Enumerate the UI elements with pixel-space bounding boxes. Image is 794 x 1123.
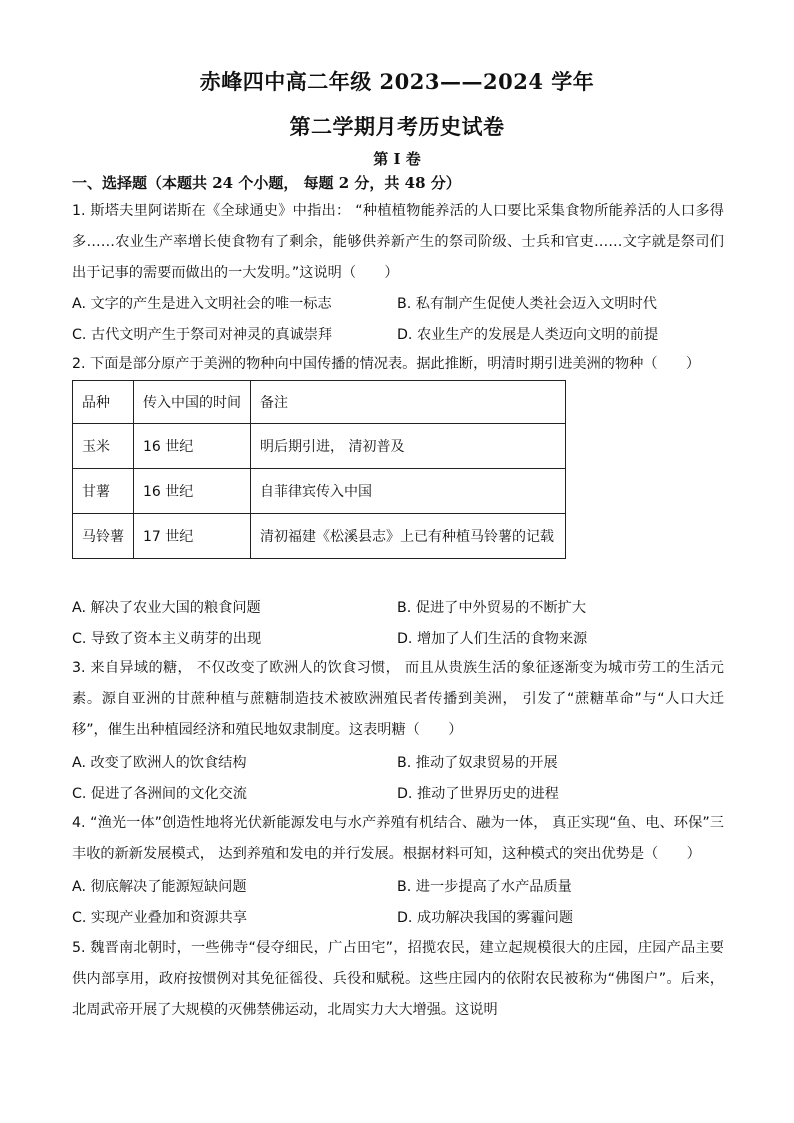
exam-title-line1: 赤峰四中高二年级 2023——2024 学年 bbox=[199, 69, 595, 94]
question-3-option-b[interactable]: B. 推动了奴隶贸易的开展 bbox=[397, 755, 558, 771]
exam-title-line2: 第二学期月考历史试卷 bbox=[289, 114, 505, 139]
question-4-option-d[interactable]: D. 成功解决我国的雾霾问题 bbox=[397, 910, 574, 926]
table-header-row bbox=[73, 381, 566, 424]
table-row bbox=[73, 514, 566, 559]
table-cell: 明后期引进， 清初普及 bbox=[251, 424, 566, 469]
table-cell: 17 世纪 bbox=[134, 514, 251, 559]
table-row bbox=[73, 424, 566, 469]
question-2-option-c[interactable]: C. 导致了资本主义萌芽的出现 bbox=[72, 631, 262, 647]
table-cell: 玉米 bbox=[73, 424, 134, 469]
question-3-stem: 3. 来自异域的糖， 不仅改变了欧洲人的饮食习惯， 而且从贵族生活的象征逐渐变为城市劳工的生活元素。源自亚洲的甘蔗种植与蔗糖制造技术被欧洲殖民者传播到美洲， 引发了“蔗糖革命”与“人口大迁移”，催生出种植园经济和殖民地奴隶制度。这表明糖（ ） bbox=[72, 660, 724, 738]
table-header-cell: 传入中国的时间 bbox=[134, 381, 251, 424]
table-cell: 马铃薯 bbox=[73, 514, 134, 559]
question-5-stem: 5. 魏晋南北朝时，一些佛寺“侵夺细民，广占田宅”，招揽农民，建立起规模很大的庄园，庄园产品主要供内部享用，政府按惯例对其免征徭役、兵役和赋税。这些庄园内的依附农民被称为“佛图户”。后来，北周武帝开展了大规模的灭佛禁佛运动，北周实力大大增强。这说明 bbox=[72, 940, 724, 1018]
question-1-stem: 1. 斯塔夫里阿诺斯在《全球通史》中指出： “种植植物能养活的人口要比采集食物所能养活的人口多得多……农业生产率增长使食物有了剩余，能够供养新产生的祭司阶级、士兵和官吏……文字就是祭司们出于记事的需要而做出的一大发明。”这说明（ ） bbox=[72, 203, 724, 281]
question-2-stem: 2. 下面是部分原产于美洲的物种向中国传播的情况表。据此推断，明清时期引进美洲的物种（ ） bbox=[72, 356, 701, 372]
table-cell: 自菲律宾传入中国 bbox=[251, 469, 566, 514]
table-header-cell: 备注 bbox=[251, 381, 566, 424]
section-heading: 一、选择题（本题共 24 个小题， 每题 2 分，共 48 分） bbox=[72, 174, 461, 192]
table-header-cell: 品种 bbox=[73, 381, 134, 424]
question-4-option-c[interactable]: C. 实现产业叠加和资源共享 bbox=[72, 910, 247, 926]
question-4-option-a[interactable]: A. 彻底解决了能源短缺问题 bbox=[72, 879, 247, 895]
question-4-stem: 4. “渔光一体”创造性地将光伏新能源发电与水产养殖有机结合、融为一体， 真正实现“鱼、电、环保”三丰收的新新发展模式， 达到养殖和发电的并行发展。根据材料可知，这种模式的突出优势是（ ） bbox=[72, 815, 724, 862]
question-3-option-d[interactable]: D. 推动了世界历史的进程 bbox=[397, 786, 559, 802]
question-4-option-b[interactable]: B. 进一步提高了水产品质量 bbox=[397, 879, 572, 895]
question-2-option-b[interactable]: B. 促进了中外贸易的不断扩大 bbox=[397, 600, 587, 616]
question-1-option-d[interactable]: D. 农业生产的发展是人类迈向文明的前提 bbox=[397, 327, 659, 343]
table-cell: 16 世纪 bbox=[134, 424, 251, 469]
species-table bbox=[72, 380, 566, 559]
question-1-option-a[interactable]: A. 文字的产生是进入文明社会的唯一标志 bbox=[72, 296, 332, 312]
table-row bbox=[73, 469, 566, 514]
question-2-option-a[interactable]: A. 解决了农业大国的粮食问题 bbox=[72, 600, 261, 616]
table-cell: 16 世纪 bbox=[134, 469, 251, 514]
table-cell: 清初福建《松溪县志》上已有种植马铃薯的记载 bbox=[251, 514, 566, 559]
table-cell: 甘薯 bbox=[73, 469, 134, 514]
question-1-option-b[interactable]: B. 私有制产生促使人类社会迈入文明时代 bbox=[397, 296, 657, 312]
volume-label: 第 I 卷 bbox=[373, 150, 421, 168]
question-3-option-c[interactable]: C. 促进了各洲间的文化交流 bbox=[72, 786, 247, 802]
question-3-option-a[interactable]: A. 改变了欧洲人的饮食结构 bbox=[72, 755, 247, 771]
question-2-option-d[interactable]: D. 增加了人们生活的食物来源 bbox=[397, 631, 588, 647]
question-1-option-c[interactable]: C. 古代文明产生于祭司对神灵的真诚崇拜 bbox=[72, 327, 333, 343]
